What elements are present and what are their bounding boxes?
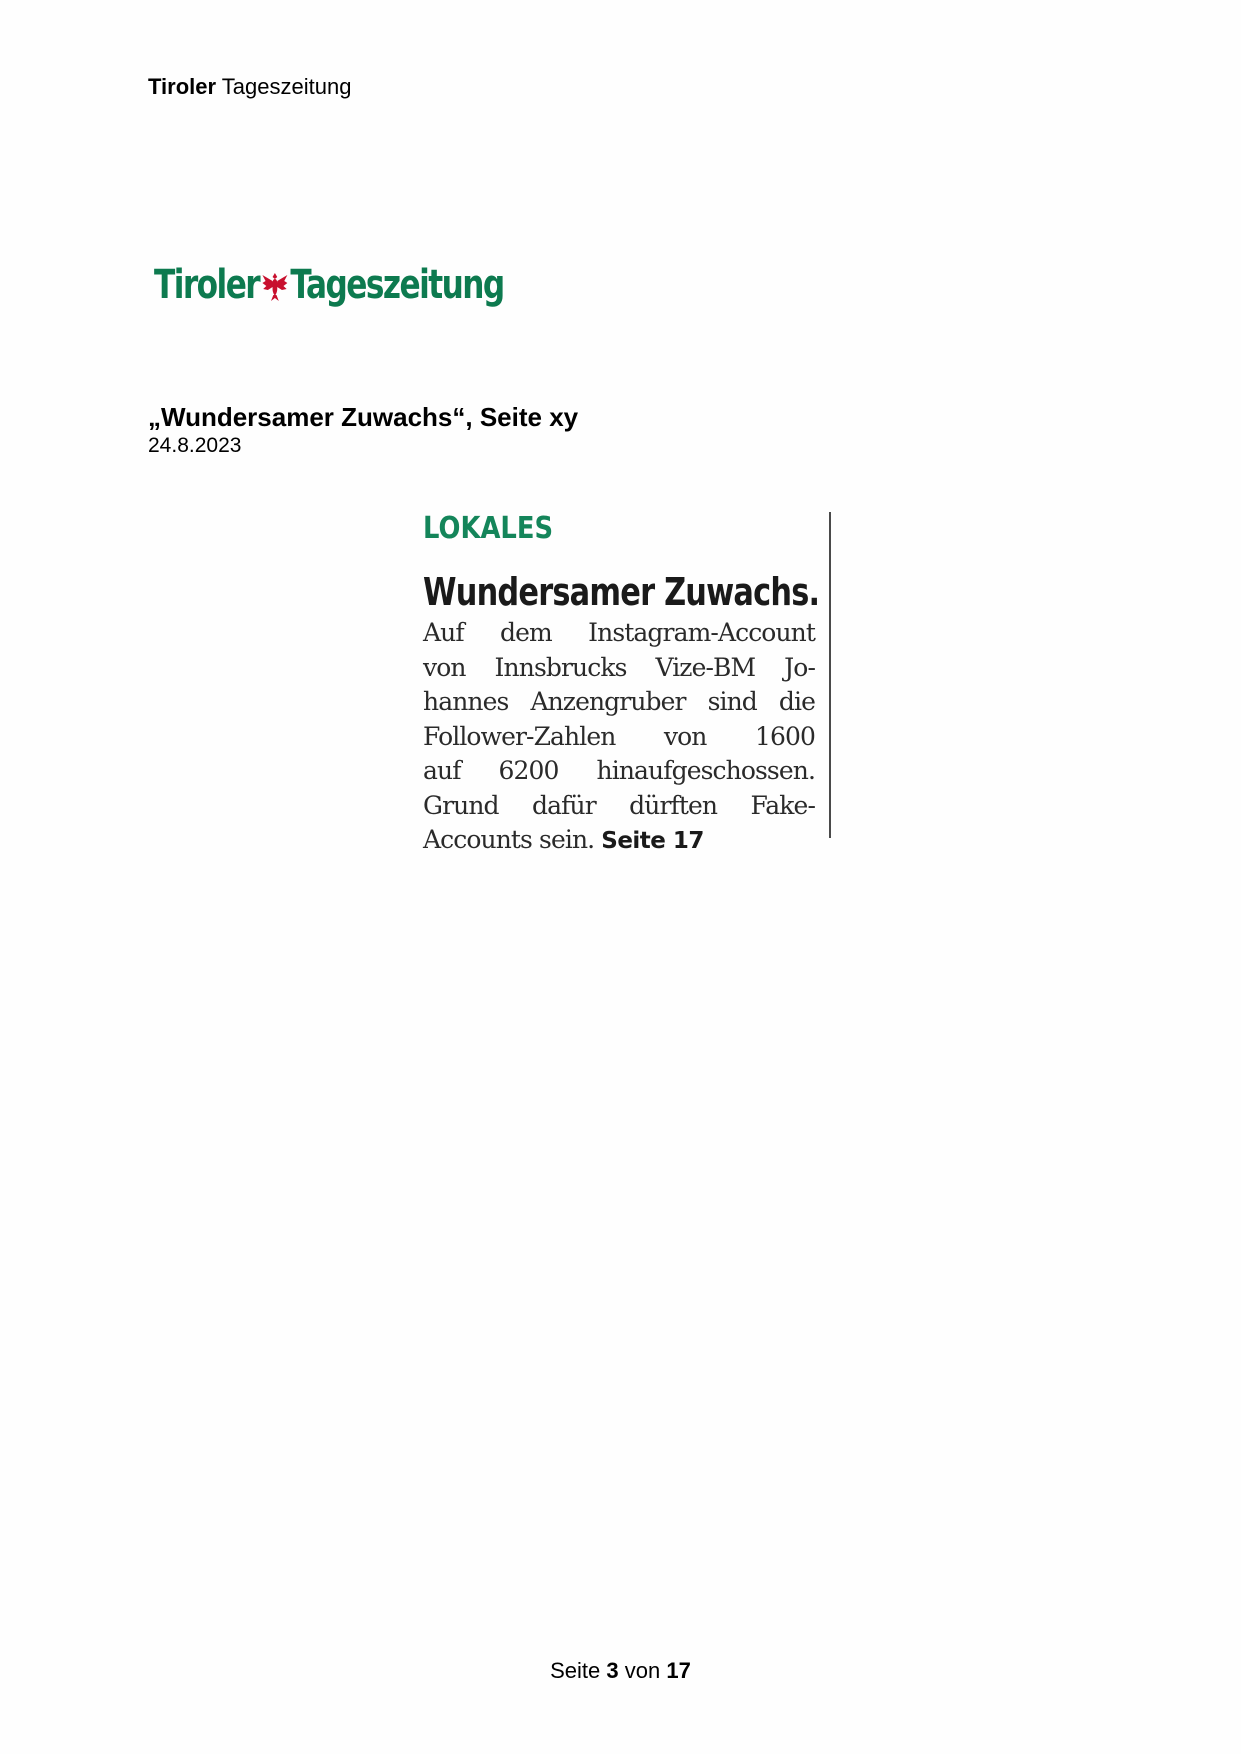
body-line: Follower-Zahlen von 1600 [423, 721, 815, 751]
header-brand-bold: Tiroler [148, 74, 217, 99]
article-clipping [423, 511, 820, 859]
page-footer [0, 1658, 1241, 1684]
footer-total-pages: 17 [666, 1658, 691, 1683]
page-reference: Seite 17 [601, 828, 704, 854]
logo-right-word: Tageszeitung [290, 262, 504, 308]
column-divider [829, 512, 831, 838]
section-label: LOKALES [423, 511, 554, 546]
body-line: Auf dem Instagram-Account [423, 618, 815, 647]
footer-current-page: 3 [606, 1658, 619, 1683]
body-last-line [423, 823, 815, 859]
body-line: hannes Anzengruber sind die [423, 687, 815, 716]
body-last-line-text: Accounts sein. [423, 825, 595, 854]
article-headline: Wundersamer Zuwachs. [423, 570, 820, 614]
document-title: „Wundersamer Zuwachs“, Seite xy [148, 402, 579, 432]
header-brand-regular: Tageszeitung [221, 74, 352, 99]
header-brand [148, 74, 351, 100]
newspaper-logo [154, 262, 504, 308]
body-line: auf 6200 hinaufgeschossen. [423, 756, 815, 785]
footer-prefix: Seite [550, 1658, 601, 1683]
tyrolean-eagle-icon [261, 267, 289, 303]
body-line: Grund dafür dürften Fake- [423, 790, 815, 820]
footer-separator: von [624, 1658, 661, 1683]
article-body [423, 616, 815, 859]
document-date: 24.8.2023 [148, 434, 242, 457]
body-line: von Innsbrucks Vize-BM Jo- [423, 652, 815, 682]
logo-left-word: Tiroler [154, 262, 260, 308]
